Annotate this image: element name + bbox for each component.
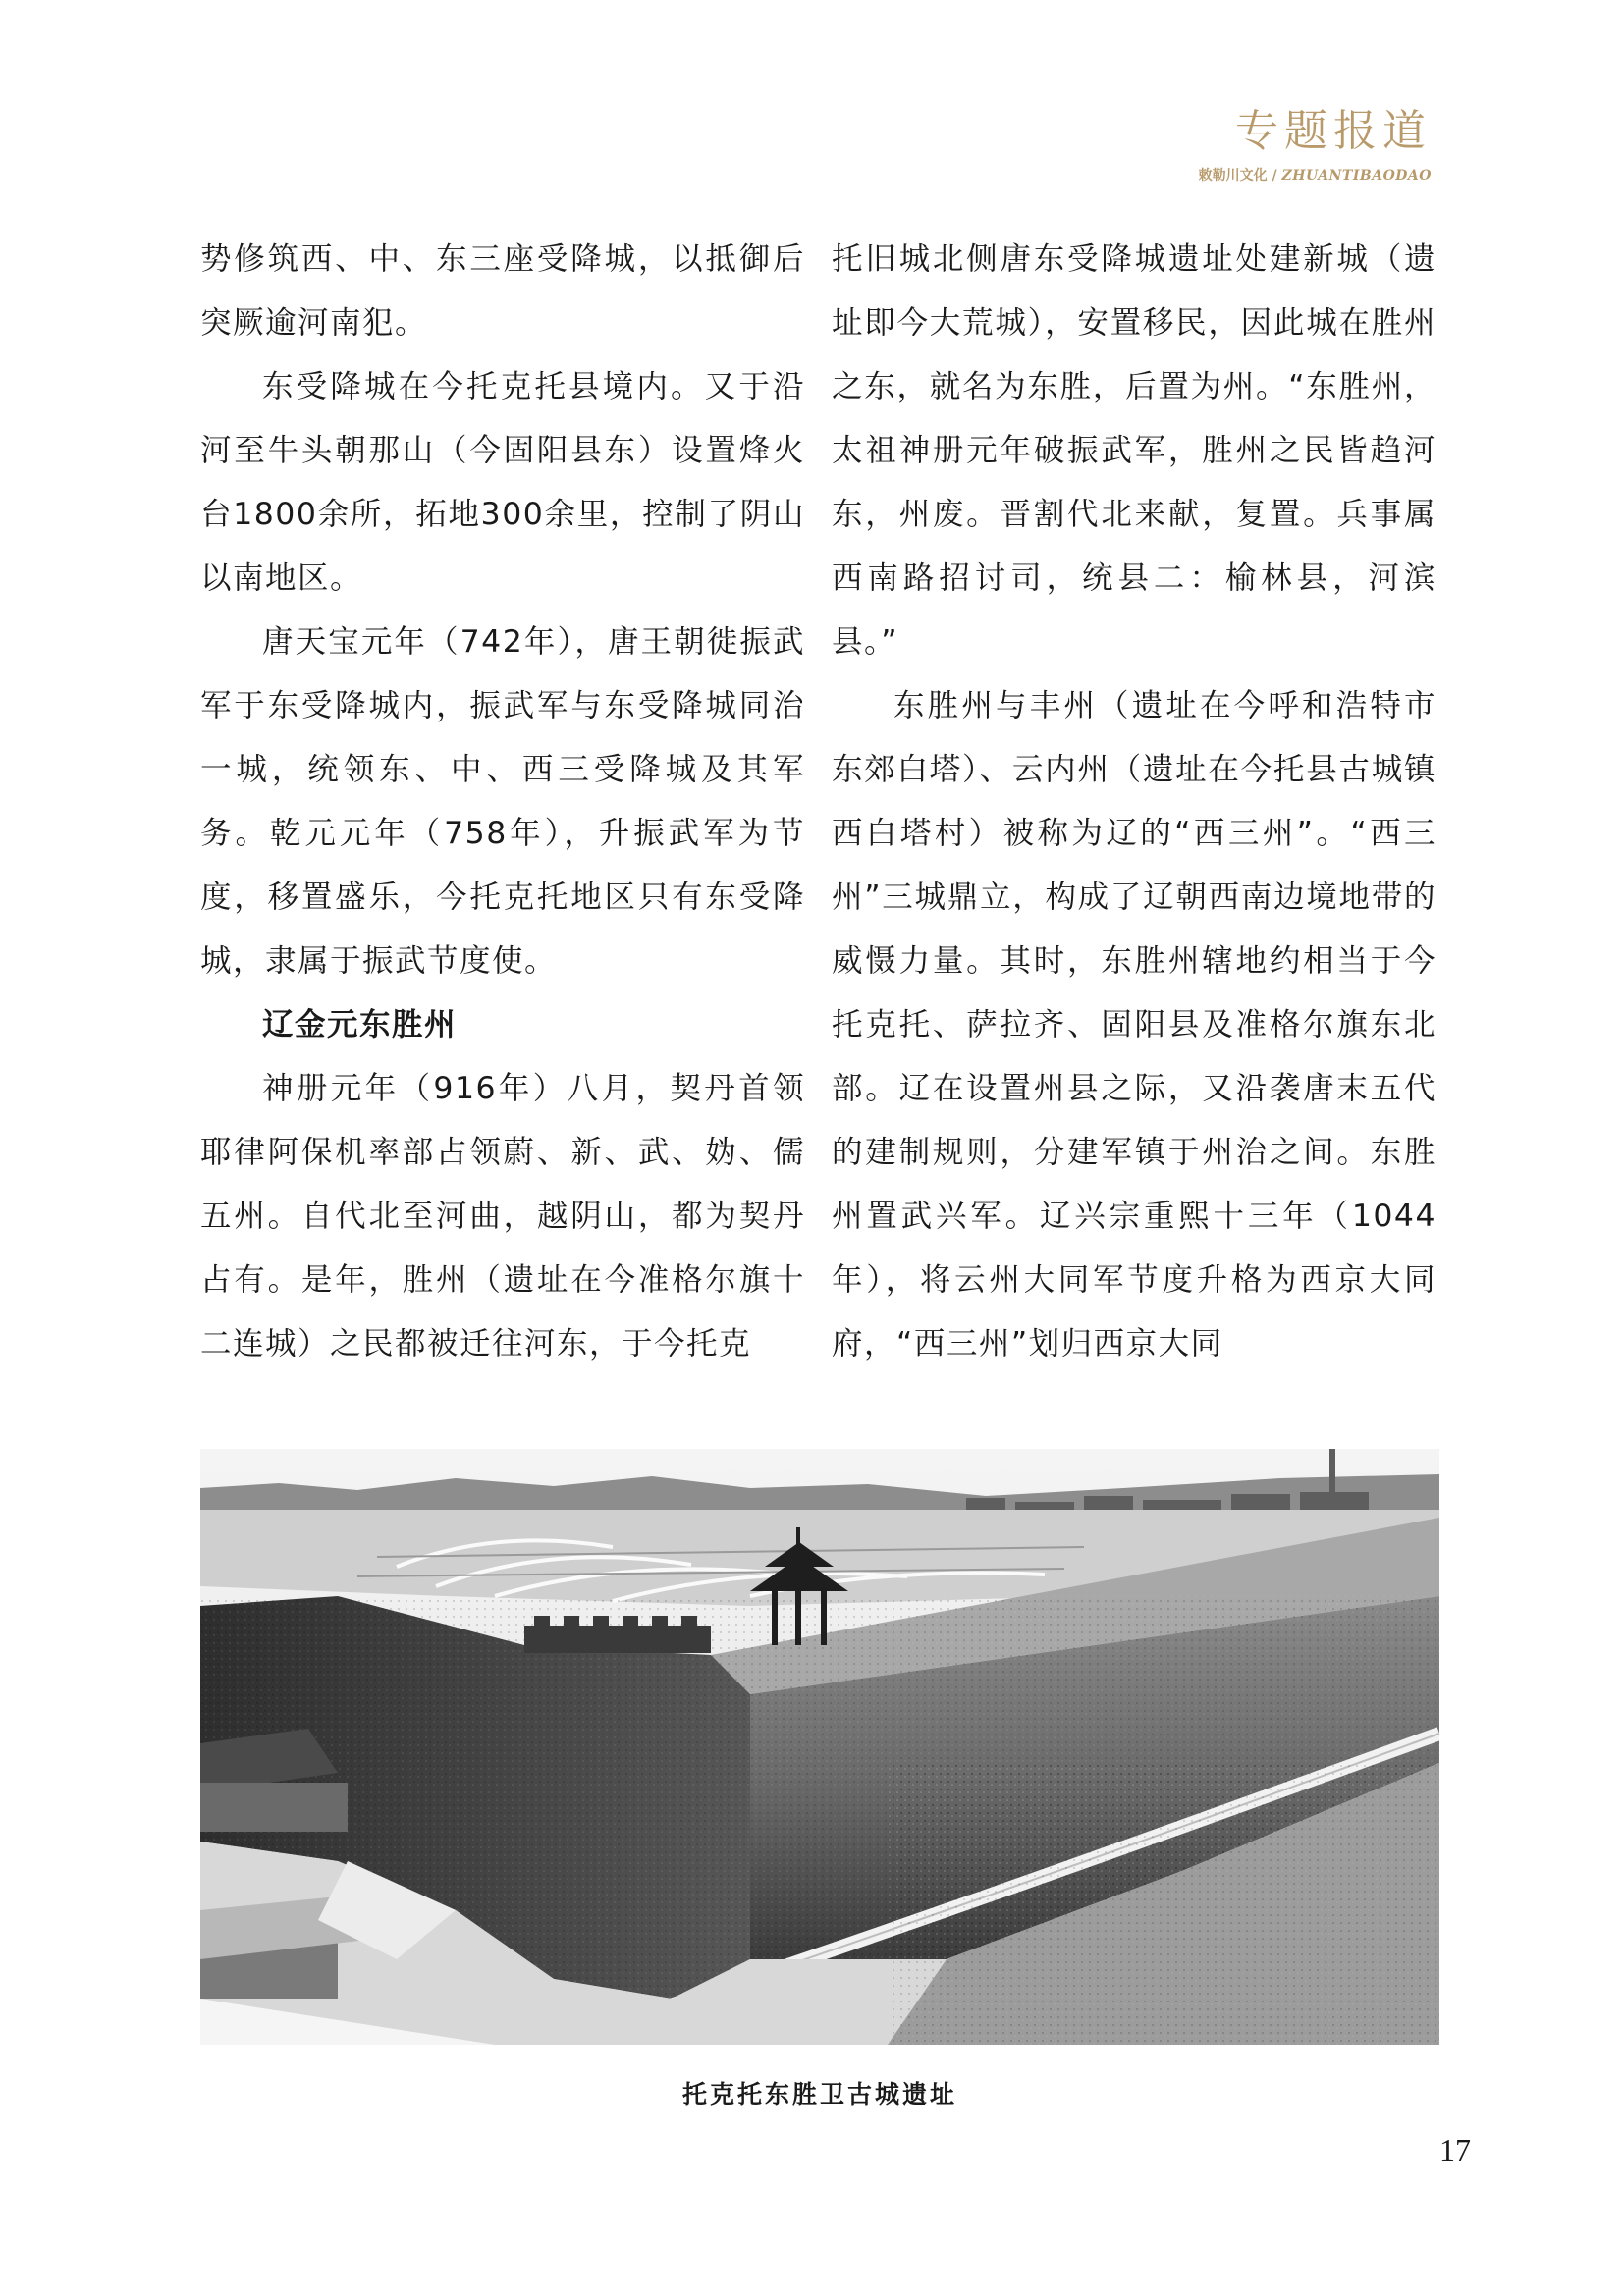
- paragraph: 唐天宝元年（742年），唐王朝徙振武军于东受降城内，振武军与东受降城同治一城，统领东、中、西三受降城及其军务。乾元元年（758年），升振武军为节度，移置盛乐，今托克托地区只有东受降城，隶属于振武节度使。: [200, 624, 805, 979]
- section-subheading: 辽金元东胜州: [262, 1007, 458, 1042]
- subtitle-separator: /: [1267, 168, 1282, 184]
- subtitle-chinese: 敕勒川文化: [1198, 168, 1268, 184]
- paragraph: 神册元年（916年）八月，契丹首领耶律阿保机率部占领蔚、新、武、妫、儒五州。自代北至河曲，越阴山，都为契丹占有。是年，胜州（遗址在今准格尔旗十二连城）之民都被迁往河东，于今托克: [200, 1071, 805, 1362]
- page-number: 17: [1439, 2132, 1471, 2167]
- subtitle-pinyin: ZHUANTIBAODAO: [1281, 168, 1432, 184]
- section-subtitle: [1019, 165, 1432, 185]
- paragraph: 东胜州与丰州（遗址在今呼和浩特市东郊白塔）、云内州（遗址在今托县古城镇西白塔村）被称为辽的“西三州”。“西三州”三城鼎立，构成了辽朝西南边境地带的威慑力量。其时，东胜州辖地约相当于今托克托、萨拉齐、固阳县及准格尔旗东北部。辽在设置州县之际，又沿袭唐末五代的建制规则，分建军镇于州治之间。东胜州置武兴军。辽兴宗重熙十三年（1044年），将云州大同军节度升格为西京大同府，“西三州”划归西京大同: [832, 688, 1436, 1362]
- photo-illustration: [200, 1449, 1439, 2045]
- paragraph: 托旧城北侧唐东受降城遗址处建新城（遗址即今大荒城），安置移民，因此城在胜州之东，就名为东胜，后置为州。“东胜州，太祖神册元年破振武军，胜州之民皆趋河东，州废。晋割代北来献，复置。兵事属西南路招讨司，统县二：榆林县，河滨县。”: [832, 241, 1436, 660]
- paragraph: 势修筑西、中、东三座受降城，以抵御后突厥逾河南犯。: [200, 241, 805, 341]
- page-header: [1019, 106, 1432, 185]
- photo-caption: 托克托东胜卫古城遗址: [681, 2080, 957, 2109]
- left-column: [200, 228, 805, 1376]
- section-title: 专题报道: [1235, 106, 1432, 156]
- paragraph: 东受降城在今托克托县境内。又于沿河至牛头朝那山（今固阳县东）设置烽火台1800余所，拓地300余里，控制了阴山以南地区。: [200, 369, 805, 596]
- right-column: [832, 228, 1436, 1376]
- ancient-city-wall-photo: [200, 1449, 1439, 2045]
